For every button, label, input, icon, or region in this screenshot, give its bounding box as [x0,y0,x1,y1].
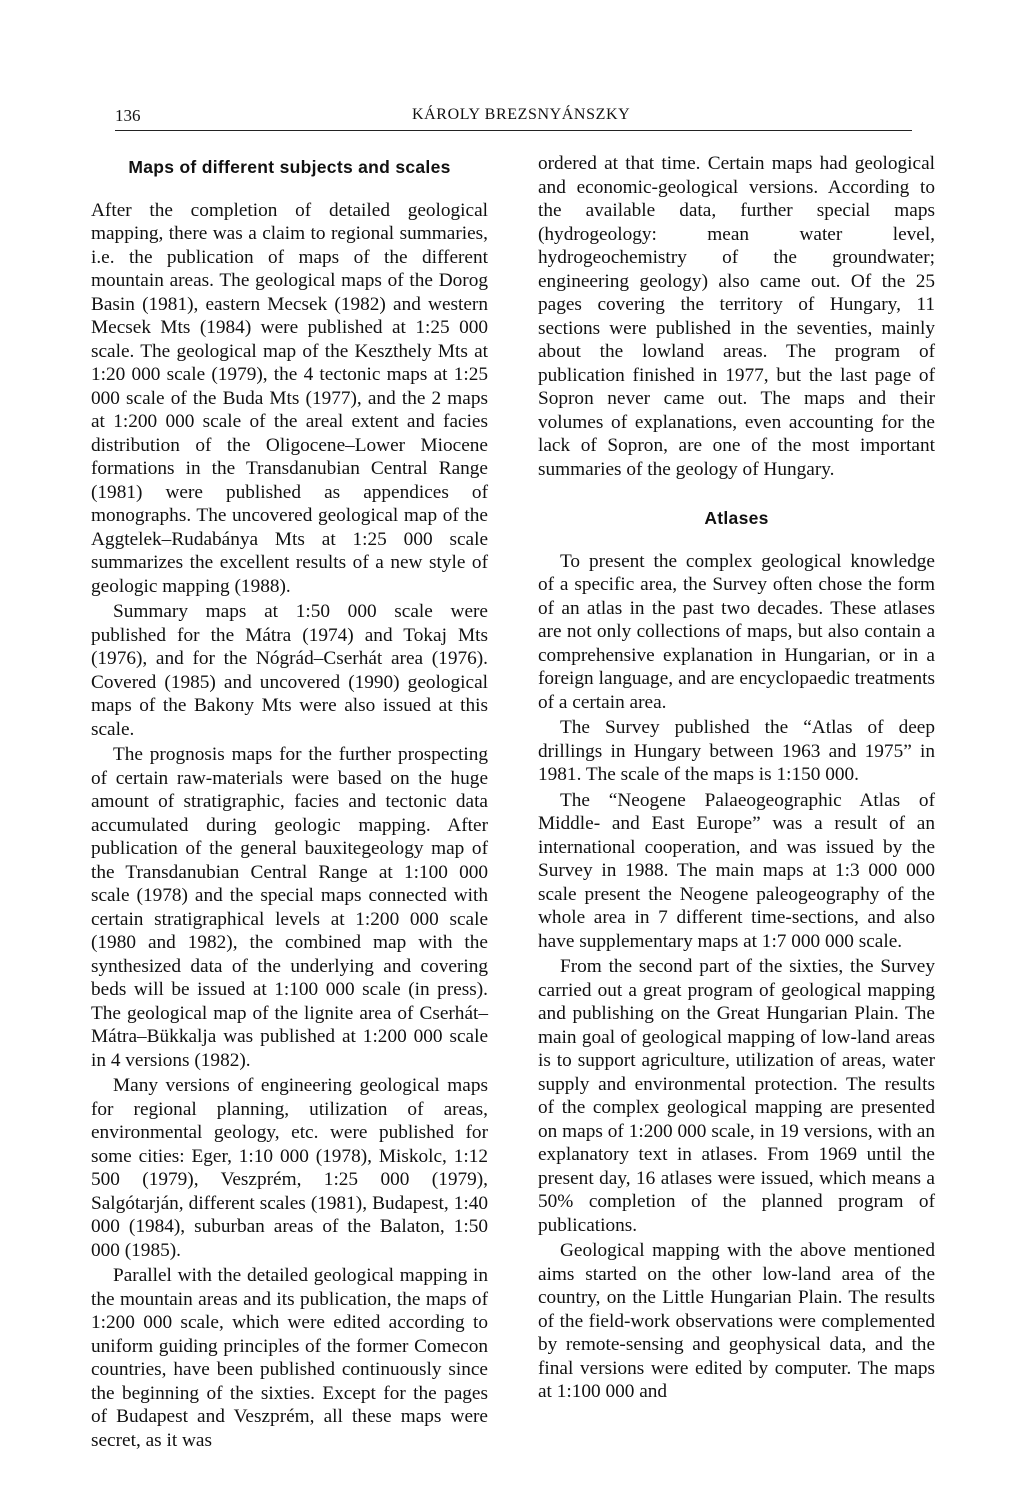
paragraph: Summary maps at 1:50 000 scale were published for the Mátra (1974) and Tokaj Mts (1976), and for the Nógrád–Cserhát area (1976). Covered (1985) and uncovered (1990) geological maps of the Bakony Mts were also issued at this scale. [91,601,488,740]
paragraph: The “Neogene Palaeogeographic Atlas of Middle- and East Europe” was a result of an international cooperation, and was issued by the Survey in 1988. The main maps at 1:3 000 000 scale present the Neogene paleogeography of the whole area in 7 different time-sections, and also have supplementary maps at 1:7 000 000 scale. [538,789,935,952]
paragraph-continuation: ordered at that time. Certain maps had geological and economic-geological versions. According to the available data, further special maps (hydrogeology: mean water level, hydrogeochemistry of the groundwater; engineering geology) also came out. Of the 25 pages covering the territory of Hungary, 11 sections were published in the seventies, mainly about the lowland areas. The program of publication finished in 1977, but the last page of Sopron never came out. The maps and their volumes of explanations, even accounting for the lack of Sopron, are one of the most important summaries of the geology of Hungary. [538,153,935,480]
paragraph: The Survey published the “Atlas of deep drillings in Hungary between 1963 and 1975” in 1981. The scale of the maps is 1:150 000. [538,717,935,785]
paragraph: The prognosis maps for the further prospecting of certain raw-materials were based on the huge amount of stratigraphic, facies and tectonic data accumulated during geologic mapping. After publication of the general bauxitegeology map of the Transdanubian Central Range at 1:100 000 scale (1978) and the special maps connected with certain stratigraphical levels at 1:200 000 scale (1980 and 1982), the combined map with the synthesized data of the underlying and covering beds will be issued at 1:100 000 scale (in press). The geological map of the lignite area of Cserhát–Mátra–Bükkalja was published at 1:200 000 scale in 4 versions (1982). [91,744,488,1071]
paragraph: Parallel with the detailed geological mapping in the mountain areas and its publication, the maps of 1:200 000 scale, which were edited according to uniform guiding principles of the former Comecon countries, have been published continuously since the beginning of the sixties. Except for the pages of Budapest and Veszprém, all these maps were secret, as it was [91,1265,488,1451]
paragraph: Geological mapping with the above mentioned aims started on the other low-land area of the country, on the Little Hungarian Plain. The results of the field-work observations were complemented by remote-sensing and geophysical data, and the final versions were edited by computer. The maps at 1:100 000 and [538,1240,935,1402]
paragraph: Many versions of engineering geological maps for regional planning, utilization of areas, environmental geology, etc. were published for some cities: Eger, 1:10 000 (1978), Miskolc, 1:12 500 (1979), Veszprém, 1:25 000 (1979), Salgótarján, different scales (1981), Budapest, 1:40 000 (1984), suburban areas of the Balaton, 1:50 000 (1985). [91,1075,488,1261]
paragraph: From the second part of the sixties, the Survey carried out a great program of geological mapping and publishing on the Great Hungarian Plain. The main goal of geological mapping of low-land areas is to support agriculture, utilization of areas, water supply and environmental protection. The results of the complex geological mapping are presented on maps of 1:200 000 scale, in 19 versions, with an explanatory text in atlases. From 1969 until the present day, 16 atlases were issued, which means a 50% completion of the planned program of publications. [538,956,935,1236]
section-heading-atlases: Atlases [704,508,769,528]
page-header [115,102,912,131]
right-column [538,152,935,1406]
paragraph: To present the complex geological knowledge of a specific area, the Survey often chose the form of an atlas in the past two decades. These atlases are not only collections of maps, but also contain a comprehensive explanation in Hungarian, or in a foreign language, and are encyclopaedic treatments of a certain area. [538,550,935,713]
section-heading-maps: Maps of different subjects and scales [128,157,451,177]
left-column [91,152,488,1454]
paragraph: After the completion of detailed geological mapping, there was a claim to regional summaries, i.e. the publication of maps of the different mountain areas. The geological maps of the Dorog Basin (1981), eastern Mecsek (1982) and western Mecsek Mts (1984) were published at 1:25 000 scale. The geological map of the Keszthely Mts at 1:20 000 scale (1979), the 4 tectonic maps at 1:25 000 scale of the Buda Mts (1977), and the 2 maps at 1:200 000 scale of the areal extent and facies distribution of the Oligocene–Lower Miocene formations in the Transdanubian Central Range (1981) were published as appendices of monographs. The uncovered geological map of the Aggtelek–Rudabánya Mts at 1:25 000 scale summarizes the excellent results of a new style of geologic mapping (1988). [91,199,488,597]
running-head: KÁROLY BREZSNYÁNSZKY [412,106,631,123]
page-number: 136 [115,106,141,125]
